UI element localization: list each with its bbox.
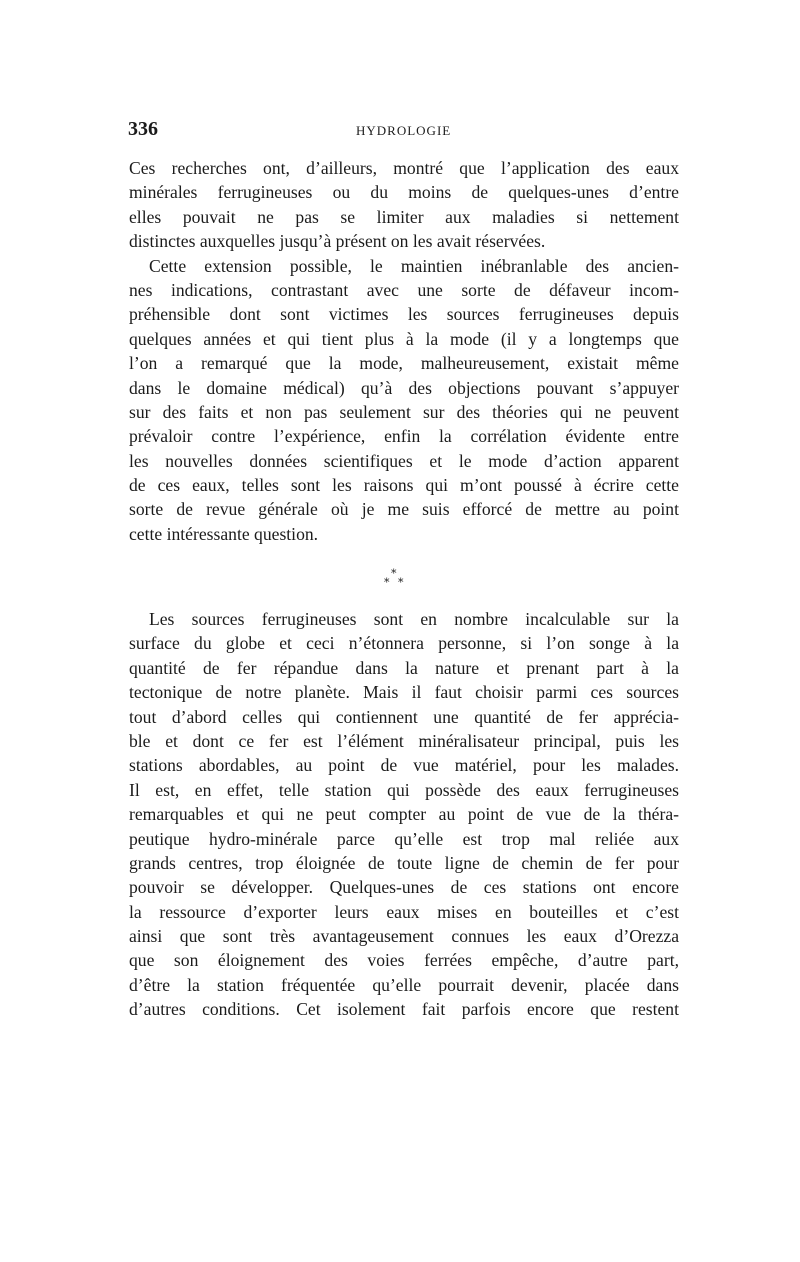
text-line: pouvoir se développer. Quelques-unes de ces stations ont encore xyxy=(129,877,679,898)
text-line: ble et dont ce fer est l’élément minéralisateur principal, puis les xyxy=(129,730,679,751)
text-line: Les sources ferrugineuses sont en nombre incalculable sur la xyxy=(149,609,679,629)
text-line: de ces eaux, telles sont les raisons qui m’ont poussé à écrire cette xyxy=(129,475,679,496)
text-line: Ces recherches ont, d’ailleurs, montré que l’application des eaux xyxy=(129,158,679,178)
text-line: sur des faits et non pas seulement sur des théories qui ne peuvent xyxy=(129,401,679,422)
running-title: HYDROLOGIE xyxy=(356,123,452,138)
text-line: Cette extension possible, le maintien inébranlable des ancien- xyxy=(149,255,679,276)
text-line: que son éloignement des voies ferrées empêche, d’autre part, xyxy=(129,950,679,971)
paragraph-1 xyxy=(129,156,679,254)
page-header xyxy=(128,118,680,140)
text-line: Il est, en effet, telle station qui possède des eaux ferrugineuses xyxy=(129,779,679,800)
text-line: quelques années et qui tient plus à la mode (il y a longtemps que xyxy=(129,328,679,349)
text-line: quantité de fer répandue dans la nature et prenant part à la xyxy=(129,657,679,678)
text-line: peutique hydro-minérale parce qu’elle est trop mal reliée aux xyxy=(129,828,679,849)
text-line: grands centres, trop éloignée de toute ligne de chemin de fer pour xyxy=(129,852,679,873)
text-line: cette intéressante question. xyxy=(129,523,319,544)
text-line: nes indications, contrastant avec une sorte de défaveur incom- xyxy=(129,279,679,300)
text-line: la ressource d’exporter leurs eaux mises en bouteilles et c’est xyxy=(129,901,679,922)
text-line: distinctes auxquelles jusqu’à présent on les avait réservées. xyxy=(129,231,546,252)
text-line: stations abordables, au point de vue matériel, pour les malades. xyxy=(129,755,679,776)
body-text-top xyxy=(129,156,679,546)
text-line: minérales ferrugineuses ou du moins de quelques-unes d’entre xyxy=(129,182,679,203)
text-line: d’être la station fréquentée qu’elle pourrait devenir, placée dans xyxy=(129,974,679,995)
section-separator xyxy=(377,568,417,594)
text-line: sorte de revue générale où je me suis efforcé de mettre au point xyxy=(129,499,679,520)
text-line: préhensible dont sont victimes les sources ferrugineuses depuis xyxy=(129,304,679,325)
text-line: surface du globe et ceci n’étonnera personne, si l’on songe à la xyxy=(129,633,679,654)
paragraph-2 xyxy=(129,254,679,547)
text-line: d’autres conditions. Cet isolement fait parfois encore que restent xyxy=(129,999,679,1020)
text-line: ainsi que sont très avantageusement connues les eaux d’Orezza xyxy=(129,926,679,947)
text-line: l’on a remarqué que la mode, malheureusement, existait même xyxy=(129,353,679,374)
text-line: remarquables et qui ne peut compter au point de vue de la théra- xyxy=(129,804,679,825)
text-line: les nouvelles données scientifiques et le mode d’action apparent xyxy=(129,450,679,471)
separator-star: * xyxy=(384,576,390,589)
text-line: tout d’abord celles qui contiennent une quantité de fer apprécia- xyxy=(129,706,679,727)
text-line: dans le domaine médical) qu’à des objections pouvant s’appuyer xyxy=(129,377,679,398)
separator-star: * xyxy=(398,576,404,589)
text-line: prévaloir contre l’expérience, enfin la corrélation évidente entre xyxy=(129,426,679,447)
text-line: elles pouvait ne pas se limiter aux maladies si nettement xyxy=(129,206,679,227)
separator-star: * xyxy=(391,567,397,580)
paragraph-3 xyxy=(129,607,679,1022)
text-line: tectonique de notre planète. Mais il faut choisir parmi ces sources xyxy=(129,682,679,703)
page-number: 336 xyxy=(128,118,158,140)
